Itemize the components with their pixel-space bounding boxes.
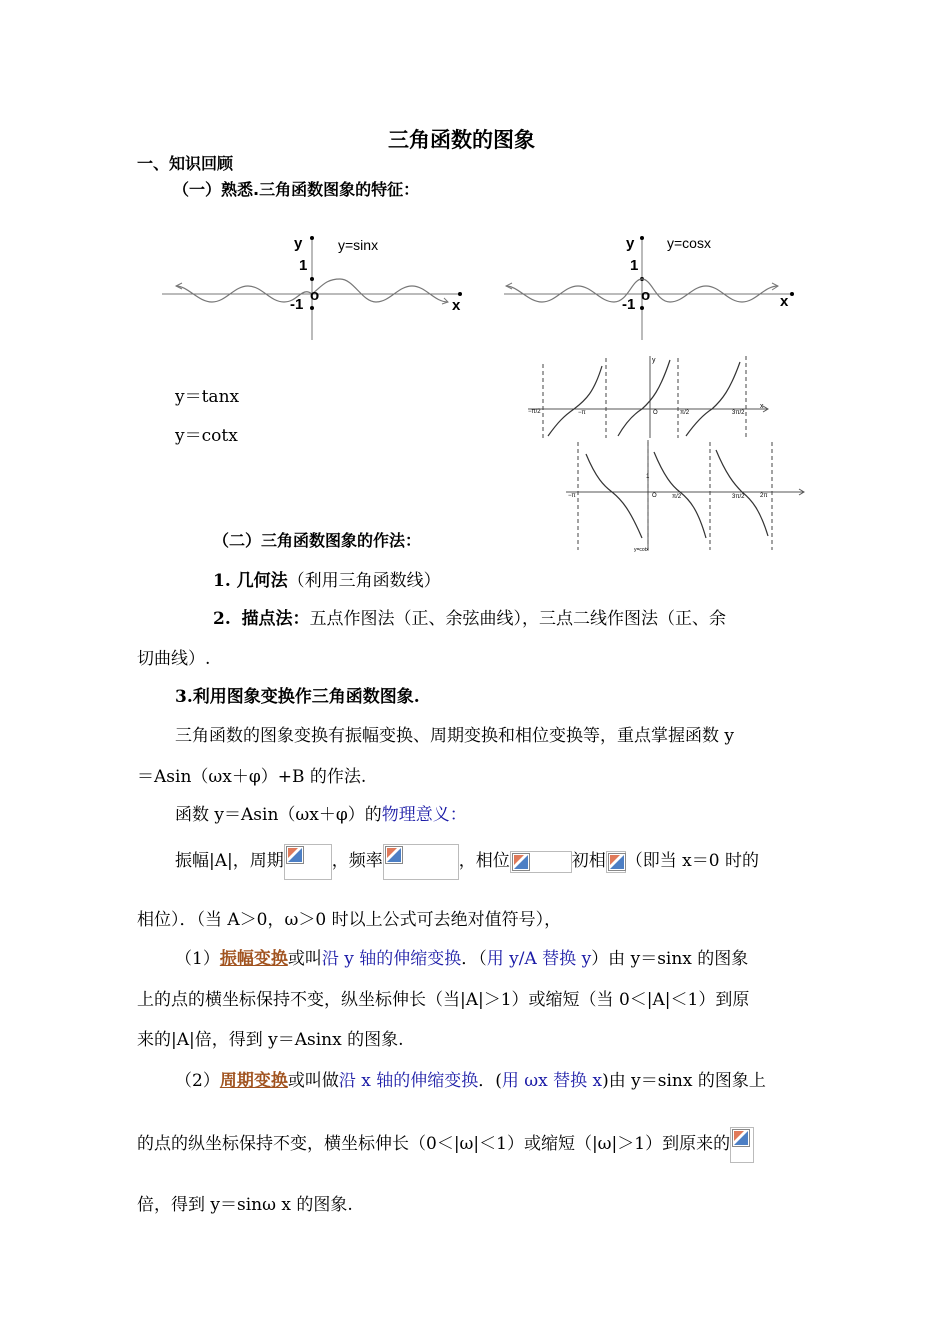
- broken-image-icon: [608, 853, 626, 871]
- amplitude-period-text: 振幅|A|，周期: [175, 851, 284, 871]
- para3-tail: （即当 x＝0 时的: [625, 851, 759, 871]
- para9-text: 的点的纵坐标保持不变，横坐标伸长（0＜|ω|＜1）或缩短（|ω|＞1）到原来的: [137, 1134, 731, 1154]
- text: 或叫: [287, 949, 322, 969]
- amplitude-transform-link: 振幅变换: [219, 949, 288, 969]
- svg-text:π/2: π/2: [672, 494, 682, 500]
- page-title: 三角函数的图象: [388, 128, 535, 152]
- y-axis-end-dot: [640, 236, 644, 240]
- replace-rule: 用 y/A 替换 y: [486, 949, 592, 969]
- x-axis-label: x: [780, 293, 789, 310]
- y-axis-stretch: 沿 y 轴的伸缩变换: [321, 949, 462, 969]
- initial-phase-formula-image: [606, 851, 626, 873]
- svg-text:3π/2: 3π/2: [732, 410, 745, 416]
- svg-text:π/2: π/2: [680, 410, 690, 416]
- text: ．(: [478, 1071, 502, 1091]
- function-label: y=sinx: [338, 237, 379, 253]
- frequency-formula-image: [383, 844, 459, 880]
- svg-text:O: O: [653, 410, 658, 416]
- period-transform-link: 周期变换: [219, 1071, 288, 1091]
- broken-image-icon: [732, 1129, 750, 1147]
- para1-line1: 三角函数的图象变换有振幅变换、周期变换和相位变换等，重点掌握函数 y: [175, 726, 735, 746]
- replace-rule: 用 ωx 替换 x: [501, 1071, 603, 1091]
- svg-text:y: y: [652, 357, 656, 364]
- cot-label: y＝cotx: [175, 426, 238, 446]
- method-1: [213, 566, 441, 591]
- x-axis-end-dot: [458, 292, 462, 296]
- para6: 上的点的横坐标保持不变，纵坐标伸长（当|A|＞1）或缩短（当 0＜|A|＜1）到原: [137, 990, 750, 1010]
- para8: [175, 1066, 766, 1091]
- cos-graph: [490, 228, 810, 344]
- text: ）由 y＝sinx 的图象: [591, 949, 749, 969]
- tan-graph: [520, 352, 775, 440]
- method-2-cont: 切曲线）.: [137, 649, 211, 669]
- para2-text: 函数 y＝Asin（ωx＋φ）的: [175, 805, 382, 825]
- y-axis-label: y: [294, 235, 303, 252]
- phase-text: ，相位: [458, 851, 510, 871]
- method-1-rest: （利用三角函数线）: [287, 571, 441, 591]
- text: ．（: [461, 949, 487, 969]
- phase-formula-image: [510, 851, 572, 873]
- item-number: （1）: [175, 949, 220, 969]
- svg-text:1: 1: [646, 474, 650, 480]
- subsection-heading-1: （一）熟悉.三角函数图象的特征：: [173, 180, 420, 199]
- broken-image-icon: [286, 846, 304, 864]
- para4: 相位）．（当 A＞0，ω＞0 时以上公式可去绝对值符号），: [137, 910, 562, 930]
- sin-graph: [158, 228, 478, 344]
- svg-text:−π/2: −π/2: [528, 409, 541, 415]
- svg-text:x: x: [760, 403, 764, 410]
- function-label: y=cosx: [667, 235, 711, 251]
- tan-label: y＝tanx: [175, 387, 240, 407]
- text: 或叫做: [287, 1071, 339, 1091]
- tick-neg-one: -1: [290, 296, 304, 313]
- y-axis-end-dot: [310, 236, 314, 240]
- origin-label: o: [310, 287, 320, 304]
- para7: 来的|A|倍，得到 y＝Asinx 的图象.: [137, 1030, 404, 1050]
- para5: [175, 944, 748, 969]
- broken-image-icon: [385, 846, 403, 864]
- method-1-head: 1. 几何法: [213, 571, 288, 591]
- tick-one: 1: [630, 257, 639, 274]
- tick-one: 1: [299, 257, 308, 274]
- method-2-rest: 五点作图法（正、余弦曲线），三点二线作图法（正、余: [309, 609, 727, 629]
- physical-meaning: 物理意义：: [381, 805, 467, 825]
- para2: [175, 800, 467, 825]
- text: )由 y＝sinx 的图象上: [602, 1071, 766, 1091]
- x-axis-stretch: 沿 x 轴的伸缩变换: [338, 1071, 479, 1091]
- cot-graph: [560, 438, 810, 554]
- broken-image-icon: [512, 853, 530, 871]
- method-2: [213, 604, 726, 629]
- svg-text:3π/2: 3π/2: [732, 494, 745, 500]
- section-heading: 一、知识回顾: [137, 154, 234, 173]
- method-2-head: 描点法：: [241, 609, 310, 629]
- initial-phase-text: 初相: [571, 851, 606, 871]
- x-axis-end-dot: [790, 292, 794, 296]
- svg-text:y=cotx: y=cotx: [634, 547, 649, 553]
- svg-text:O: O: [652, 493, 657, 499]
- item-number: （2）: [175, 1071, 220, 1091]
- tick-neg-one: -1: [622, 296, 636, 313]
- para10: 倍，得到 y＝sinω x 的图象.: [137, 1195, 353, 1215]
- frequency-text: ，频率: [331, 851, 383, 871]
- svg-text:−π: −π: [568, 493, 576, 499]
- reciprocal-omega-image: [730, 1127, 754, 1163]
- origin-label: o: [641, 287, 651, 304]
- para3: [175, 843, 759, 880]
- x-axis-label: x: [452, 297, 461, 314]
- svg-text:2π: 2π: [760, 493, 768, 499]
- para1-line2: ＝Asin（ωx＋φ）+B 的作法.: [137, 767, 367, 787]
- para9: [137, 1126, 754, 1163]
- period-formula-image: [284, 844, 332, 880]
- y-axis-label: y: [626, 235, 635, 252]
- svg-text:−π: −π: [578, 410, 586, 416]
- subsection-heading-2: （二）三角函数图象的作法：: [213, 531, 422, 550]
- method-2-num: 2.: [213, 609, 231, 629]
- method-3: 3.利用图象变换作三角函数图象.: [175, 687, 420, 707]
